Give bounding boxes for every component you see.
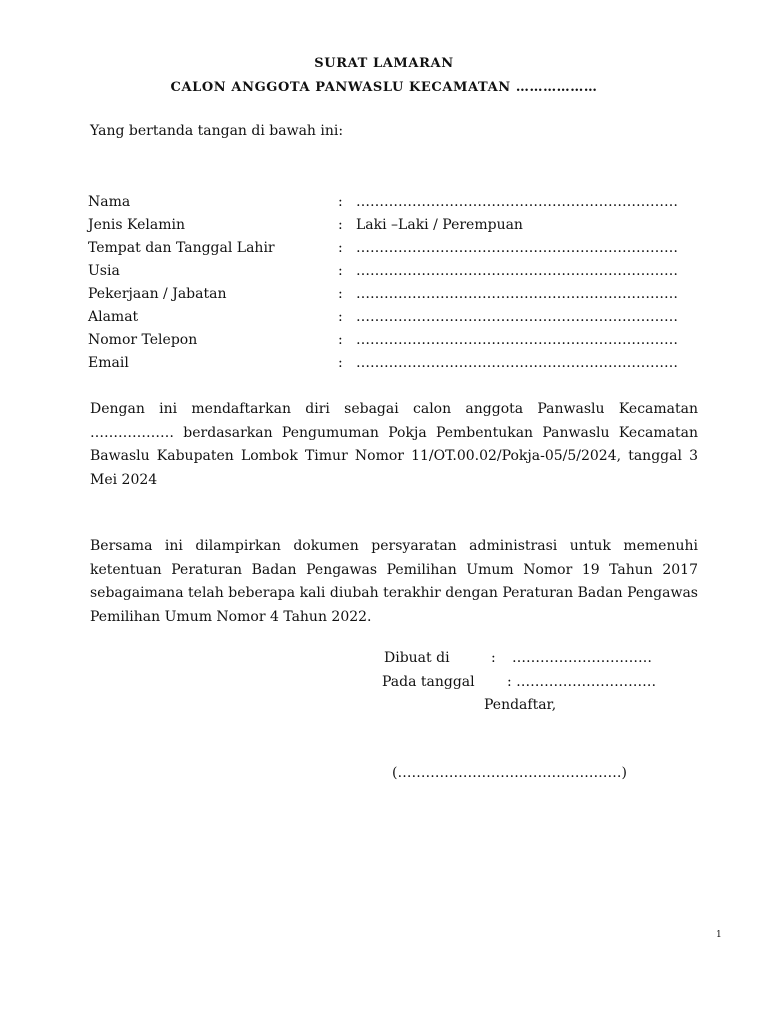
field-label: Tempat dan Tanggal Lahir: [88, 240, 275, 256]
signature-name-line: (…………………………………………): [392, 765, 627, 781]
field-separator: :: [338, 240, 343, 256]
field-value: ……………………………………………………………: [356, 332, 678, 348]
intro-text: Yang bertanda tangan di bawah ini:: [90, 123, 344, 139]
field-label: Jenis Kelamin: [88, 217, 185, 233]
field-separator: :: [338, 355, 343, 371]
field-label: Nomor Telepon: [88, 332, 198, 348]
made-at-label: Dibuat di: [384, 650, 450, 666]
field-value: ……………………………………………………………: [356, 355, 678, 371]
field-separator: :: [338, 263, 343, 279]
field-value: Laki –Laki / Perempuan: [356, 217, 523, 233]
field-value: ……………………………………………………………: [356, 286, 678, 302]
attachment-paragraph: Bersama ini dilampirkan dokumen persyaratan administrasi untuk memenuhi ketentuan Peraturan Badan Pengawas Pemilihan Umum Nomor 19 Tahun 2017 sebagaimana telah beberapa kali diubah terakhir dengan Peraturan Badan Pengawas Pemilihan Umum Nomor 4 Tahun 2022.: [90, 538, 698, 625]
field-label: Email: [88, 355, 129, 371]
field-separator: :: [338, 217, 343, 233]
made-at-value: …………………………: [512, 650, 652, 666]
field-separator: :: [338, 286, 343, 302]
signer-role: Pendaftar,: [484, 697, 557, 713]
field-label: Usia: [88, 263, 120, 279]
date-label: Pada tanggal: [382, 674, 475, 690]
field-value: ……………………………………………………………: [356, 309, 678, 325]
field-separator: :: [338, 309, 343, 325]
field-value: ……………………………………………………………: [356, 194, 678, 210]
field-value: ……………………………………………………………: [356, 263, 678, 279]
field-label: Alamat: [88, 309, 139, 325]
date-value: : …………………………: [507, 674, 657, 690]
registration-paragraph: Dengan ini mendaftarkan diri sebagai calon anggota Panwaslu Kecamatan ……………… berdasarkan Pengumuman Pokja Pembentukan Panwaslu Kecamatan Bawaslu Kabupaten Lombok Timur Nomor 11/OT.00.02/Pokja-05/5/2024, tanggal 3 Mei 2024: [90, 401, 698, 488]
document-subtitle: CALON ANGGOTA PANWASLU KECAMATAN ………………: [170, 80, 598, 95]
page-number: 1: [716, 930, 722, 940]
document-title: SURAT LAMARAN: [314, 56, 454, 71]
field-separator: :: [338, 194, 343, 210]
field-label: Pekerjaan / Jabatan: [88, 286, 227, 302]
field-separator: :: [338, 332, 343, 348]
field-label: Nama: [88, 194, 131, 210]
field-value: ……………………………………………………………: [356, 240, 678, 256]
made-at-separator: :: [491, 650, 496, 666]
